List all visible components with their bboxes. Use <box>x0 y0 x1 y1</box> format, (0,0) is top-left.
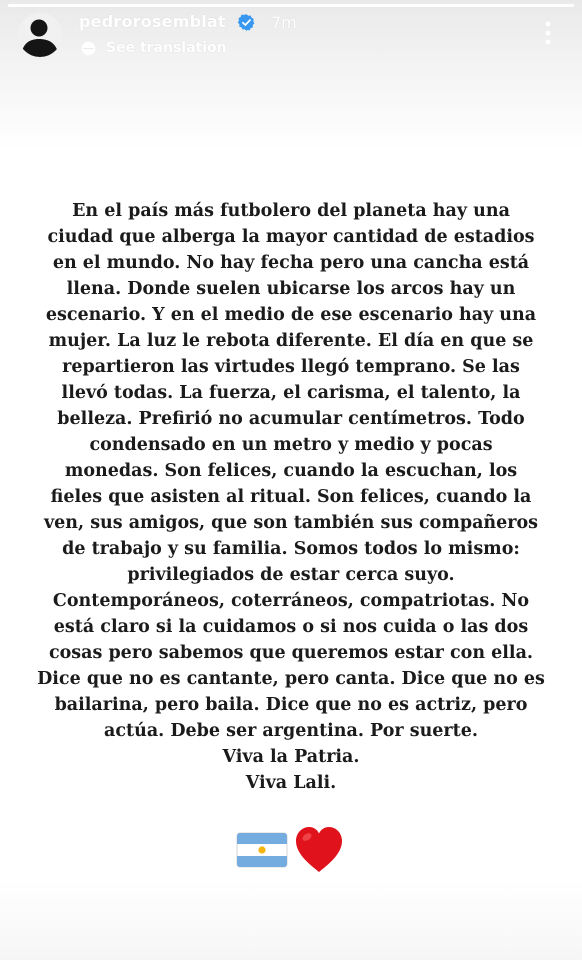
see-translation-button[interactable]: See translation <box>106 40 227 56</box>
more-options-icon[interactable] <box>538 18 558 48</box>
red-heart-icon <box>292 824 346 876</box>
profile-silhouette-icon <box>18 13 62 57</box>
story-text: En el país más futbolero del planeta hay una ciudad que alberga la mayor cantidad de estadios en el mundo. No hay fecha pero una cancha está llena. Donde suelen ubicarse los arcos hay un escenario. Y en el medio de ese escenario hay una mujer. La luz le rebota diferente. El día en que se repartieron las virtudes llegó temprano. Se las llevó todas. La fuerza, el carisma, el talento, la belleza. Prefirió no acumular centímetros. Todo condensado en un metro y medio y pocas monedas. Son felices, cuando la escuchan, los fieles que asisten al ritual. Son felices, cuando la ven, sus amigos, que son también sus compañeros de trabajo y su familia. Somos todos lo mismo: privilegiados de estar cerca suyo. Contemporáneos, coterráneos, compatriotas. No está claro si la cuidamos o si nos cuida o las dos cosas pero sabemos que queremos estar con ella. Dice que no es cantante, pero canta. Dice que no es bailarina, pero baila. Dice que no es actriz, pero actúa. Debe ser argentina. Por suerte. Viva la Patria. Viva Lali. <box>37 201 545 793</box>
avatar[interactable] <box>18 13 62 57</box>
argentina-flag-icon <box>236 832 288 868</box>
emoji-row <box>236 824 348 880</box>
verified-badge-icon <box>237 13 256 32</box>
story-header <box>0 0 582 70</box>
username[interactable]: pedrorosemblat <box>79 12 226 31</box>
translate-icon[interactable] <box>80 40 97 57</box>
post-time: 7m <box>271 13 297 32</box>
